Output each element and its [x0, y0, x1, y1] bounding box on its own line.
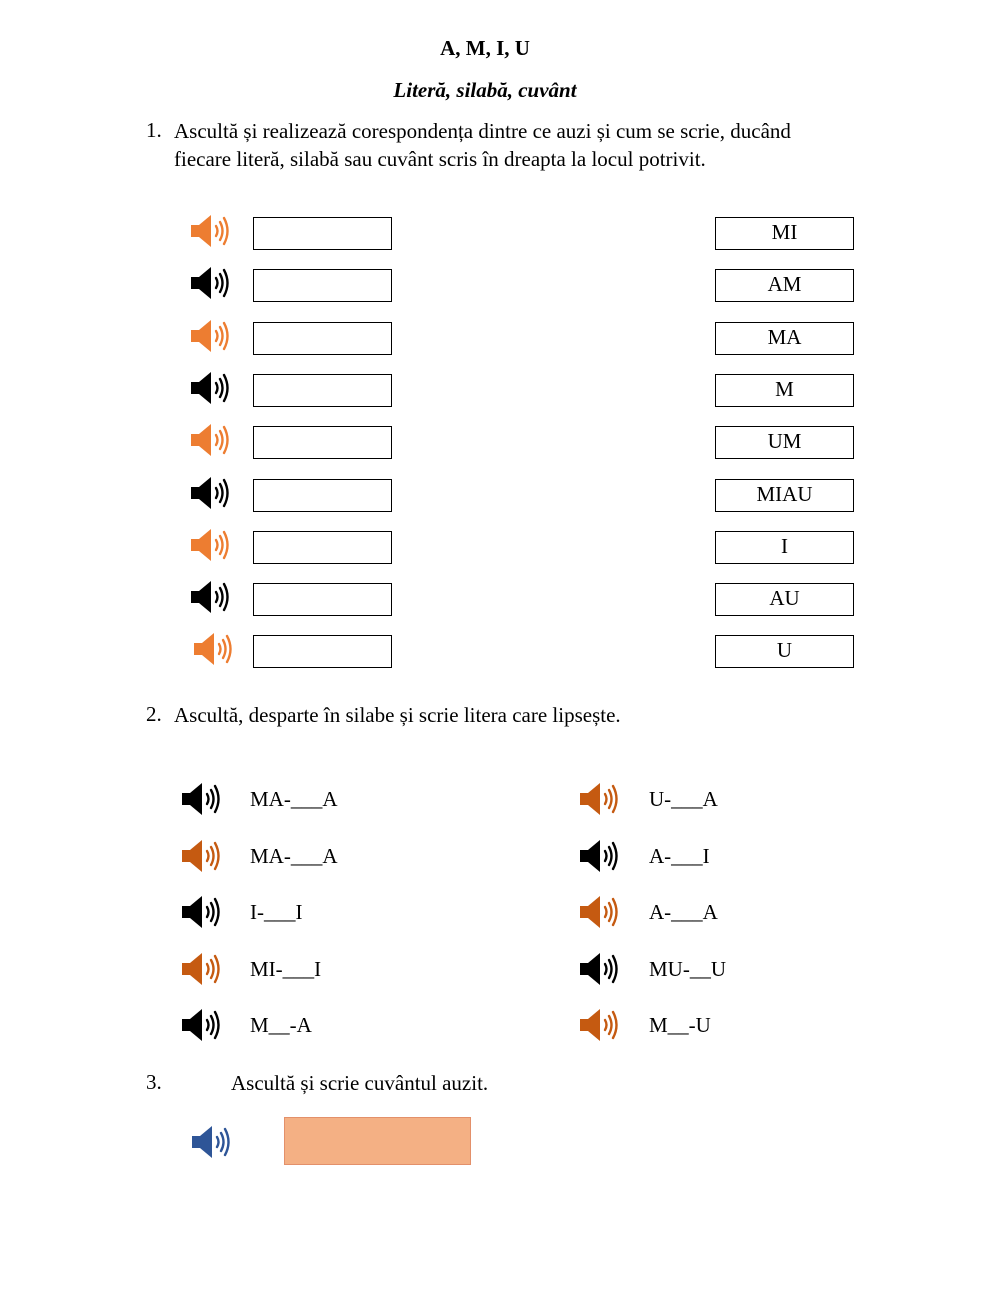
q1-word-card-4[interactable]: M	[715, 374, 854, 407]
q1-drop-box-1[interactable]	[253, 217, 392, 250]
q2-right-word-3: A-___A	[649, 900, 718, 924]
q2-left-word-2: MA-___A	[250, 843, 338, 868]
q3-answer-input[interactable]	[284, 1117, 471, 1165]
speaker-icon[interactable]	[578, 838, 622, 874]
speaker-icon[interactable]	[189, 475, 233, 511]
speaker-icon[interactable]	[578, 894, 622, 930]
page-title: A, M, I, U	[440, 36, 530, 60]
speaker-icon[interactable]	[180, 951, 224, 987]
q1-drop-box-2[interactable]	[253, 269, 392, 302]
q1-drop-box-3[interactable]	[253, 322, 392, 355]
q1-drop-box-8[interactable]	[253, 583, 392, 616]
q1-drop-box-9[interactable]	[253, 635, 392, 668]
speaker-icon[interactable]	[189, 318, 233, 354]
q1-drop-box-4[interactable]	[253, 374, 392, 407]
speaker-icon[interactable]	[180, 1007, 224, 1043]
q2-right-word-2: A-___I	[649, 843, 710, 868]
speaker-icon[interactable]	[578, 951, 622, 987]
q3-instruction: Ascultă și scrie cuvântul auzit.	[231, 1071, 489, 1095]
q2-instruction: Ascultă, desparte în silabe și scrie litera care lipsește.	[174, 703, 621, 727]
q2-left-word-3: I-___I	[250, 900, 303, 924]
q1-word-card-3[interactable]: MA	[715, 322, 854, 355]
speaker-icon[interactable]	[190, 1124, 234, 1160]
q2-left-word-5: M__-A	[250, 1013, 312, 1037]
q1-word-card-1[interactable]: MI	[715, 217, 854, 250]
q2-right-word-1: U-___A	[649, 787, 718, 811]
q1-instruction	[174, 117, 864, 173]
speaker-icon[interactable]	[189, 579, 233, 615]
page-subtitle: Literă, silabă, cuvânt	[393, 78, 577, 102]
q1-word-card-9[interactable]: U	[715, 635, 854, 668]
q1-word-card-6[interactable]: MIAU	[715, 479, 854, 512]
speaker-icon[interactable]	[578, 781, 622, 817]
speaker-icon[interactable]	[189, 213, 233, 249]
q1-number: 1.	[146, 118, 162, 142]
speaker-icon[interactable]	[189, 265, 233, 301]
q1-word-card-5[interactable]: UM	[715, 426, 854, 459]
q2-right-word-5: M__-U	[649, 1013, 711, 1037]
q3-number: 3.	[146, 1070, 162, 1094]
q1-instruction-line2: fiecare literă, silabă sau cuvânt scris în dreapta la locul potrivit.	[174, 147, 706, 171]
q1-word-card-7[interactable]: I	[715, 531, 854, 564]
q1-word-card-8[interactable]: AU	[715, 583, 854, 616]
q1-drop-box-5[interactable]	[253, 426, 392, 459]
q2-right-word-4: MU-__U	[649, 956, 726, 981]
q2-left-word-4: MI-___I	[250, 956, 322, 981]
q1-drop-box-6[interactable]	[253, 479, 392, 512]
speaker-icon[interactable]	[578, 1007, 622, 1043]
speaker-icon[interactable]	[180, 894, 224, 930]
q2-left-word-1: MA-___A	[250, 787, 338, 811]
q1-word-card-2[interactable]: AM	[715, 269, 854, 302]
speaker-icon[interactable]	[180, 781, 224, 817]
speaker-icon[interactable]	[192, 631, 236, 667]
q2-number: 2.	[146, 702, 162, 726]
speaker-icon[interactable]	[189, 527, 233, 563]
speaker-icon[interactable]	[189, 422, 233, 458]
q1-instruction-line1: Ascultă și realizează corespondența dintre ce auzi și cum se scrie, ducând	[174, 119, 791, 143]
speaker-icon[interactable]	[180, 838, 224, 874]
q1-drop-box-7[interactable]	[253, 531, 392, 564]
speaker-icon[interactable]	[189, 370, 233, 406]
